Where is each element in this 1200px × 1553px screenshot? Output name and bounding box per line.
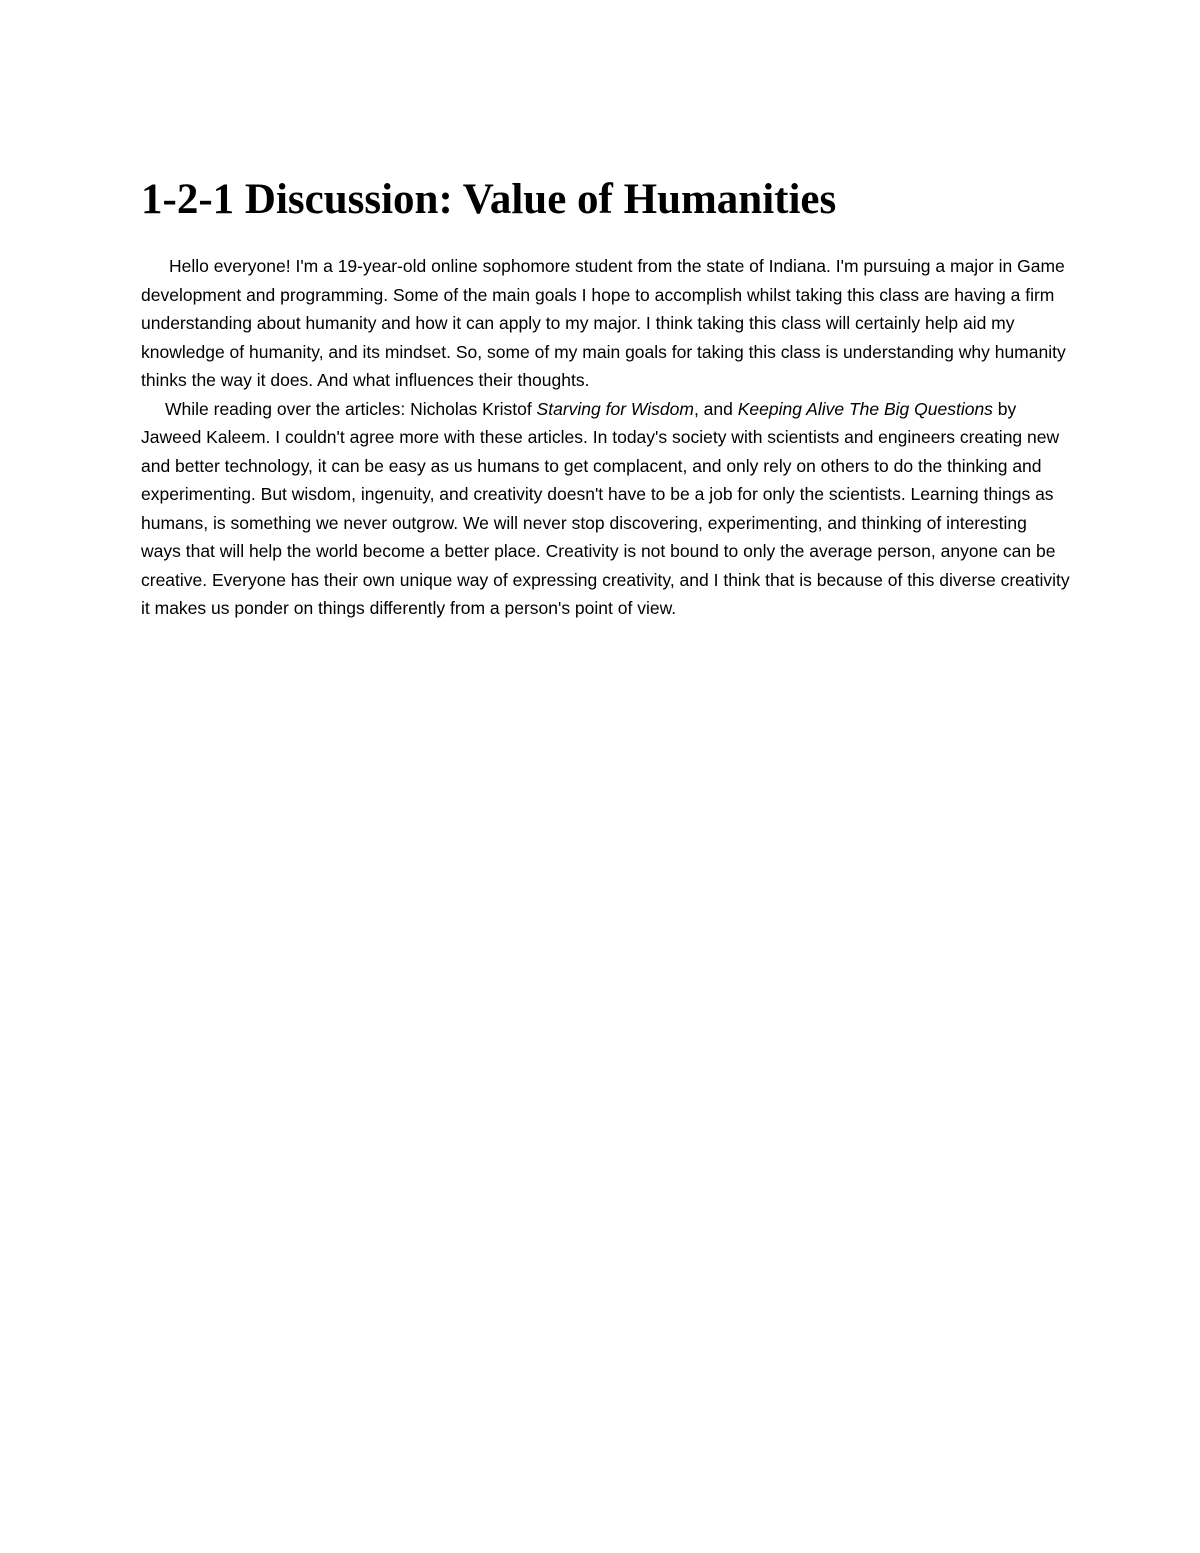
articles-paragraph-joiner: , and (693, 398, 738, 419)
article-title-keeping-alive: Keeping Alive The Big Questions (737, 398, 993, 419)
articles-paragraph (141, 395, 1071, 623)
intro-paragraph (141, 252, 1071, 395)
document-title: 1-2-1 Discussion: Value of Humanities (141, 176, 837, 223)
document-body (141, 252, 1071, 623)
intro-paragraph-text: Hello everyone! I'm a 19-year-old online sophomore student from the state of Indiana. I'm pursuing a major in Game development and programming. Some of the main goals I hope to accomplish whilst taking this class are having a firm understanding about humanity and how it can apply to my major. I think taking this class will certainly help aid my knowledge of humanity, and its mindset. So, some of my main goals for taking this class is understanding why humanity thinks the way it does. And what influences their thoughts. (141, 256, 1066, 390)
articles-paragraph-lead: While reading over the articles: Nicholas Kristof (165, 398, 537, 419)
article-title-starving-for-wisdom: Starving for Wisdom (536, 398, 694, 419)
articles-paragraph-rest: by Jaweed Kaleem. I couldn't agree more with these articles. In today's society with scientists and engineers creating new and better technology, it can be easy as us humans to get complacent, and only rely on others to do the thinking and experimenting. But wisdom, ingenuity, and creativity doesn't have to be a job for only the scientists. Learning things as humans, is something we never outgrow. We will never stop discovering, experimenting, and thinking of interesting ways that will help the world become a better place. Creativity is not bound to only the average person, anyone can be creative. Everyone has their own unique way of expressing creativity, and I think that is because of this diverse creativity it makes us ponder on things differently from a person's point of view. (141, 398, 1070, 618)
